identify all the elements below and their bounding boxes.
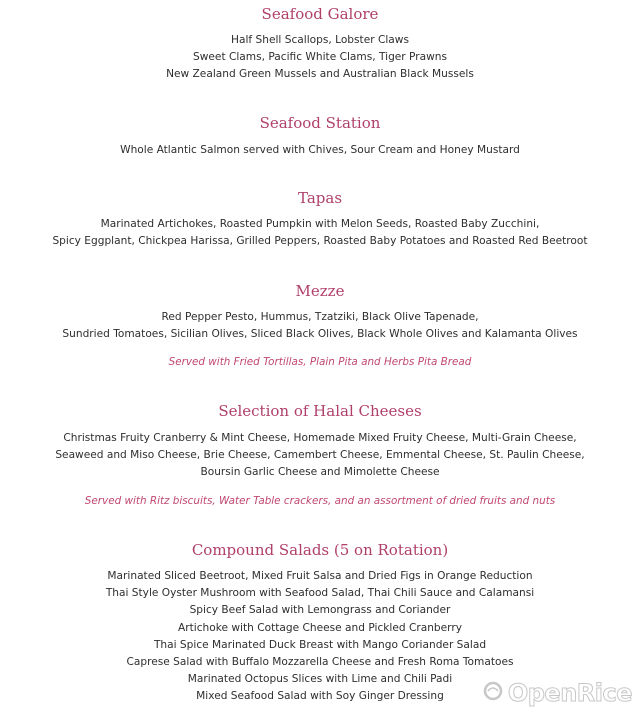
list-item: Marinated Octopus Slices with Lime and Chili Padi bbox=[187, 673, 453, 686]
list-item: Boursin Garlic Cheese and Mimolette Cheese bbox=[200, 466, 440, 479]
list-item: Marinated Sliced Beetroot, Mixed Fruit Salsa and Dried Figs in Orange Reduction bbox=[107, 570, 533, 582]
openrice-logo-icon bbox=[482, 680, 504, 706]
section-title: Mezze bbox=[295, 282, 345, 300]
list-item: Marinated Artichokes, Roasted Pumpkin with Melon Seeds, Roasted Baby Zucchini, bbox=[100, 218, 540, 230]
section-seafood-galore bbox=[0, 4, 640, 84]
section-title: Tapas bbox=[297, 189, 343, 207]
section-seafood-station bbox=[0, 113, 640, 159]
section-mezze bbox=[0, 281, 640, 370]
section-title: Compound Salads (5 on Rotation) bbox=[191, 541, 449, 559]
list-item: Half Shell Scallops, Lobster Claws bbox=[231, 34, 409, 46]
list-item: Mixed Seafood Salad with Soy Ginger Dressing bbox=[196, 690, 444, 703]
list-item: Spicy Eggplant, Chickpea Harissa, Grilled Peppers, Roasted Baby Potatoes and Roasted Red Beetroot bbox=[52, 235, 588, 248]
list-item: Thai Spice Marinated Duck Breast with Mango Coriander Salad bbox=[153, 638, 487, 651]
list-item: Caprese Salad with Buffalo Mozzarella Cheese and Fresh Roma Tomatoes bbox=[126, 656, 514, 669]
list-item: Seaweed and Miso Cheese, Brie Cheese, Camembert Cheese, Emmental Cheese, St. Paulin Cheese, bbox=[55, 449, 585, 462]
list-item: Whole Atlantic Salmon served with Chives, Sour Cream and Honey Mustard bbox=[120, 144, 520, 156]
list-item: Sweet Clams, Pacific White Clams, Tiger Prawns bbox=[193, 51, 447, 64]
serving-note: Served with Fried Tortillas, Plain Pita and Herbs Pita Bread bbox=[168, 356, 472, 369]
item-list bbox=[0, 216, 640, 250]
section-title: Seafood Station bbox=[259, 114, 381, 132]
openrice-watermark bbox=[482, 679, 632, 707]
section-title: Seafood Galore bbox=[261, 5, 379, 23]
item-list bbox=[0, 309, 640, 343]
serving-note: Served with Ritz biscuits, Water Table crackers, and an assortment of dried fruits and nuts bbox=[84, 494, 556, 507]
list-item: New Zealand Green Mussels and Australian Black Mussels bbox=[166, 68, 474, 81]
list-item: Christmas Fruity Cranberry & Mint Cheese, Homemade Mixed Fruity Cheese, Multi-Grain Cheese, bbox=[63, 432, 577, 444]
list-item: Artichoke with Cottage Cheese and Pickled Cranberry bbox=[178, 621, 462, 634]
list-item: Sundried Tomatoes, Sicilian Olives, Sliced Black Olives, Black Whole Olives and Kalamanta Olives bbox=[62, 328, 578, 341]
list-item: Spicy Beef Salad with Lemongrass and Coriander bbox=[189, 604, 451, 617]
list-item: Red Pepper Pesto, Hummus, Tzatziki, Black Olive Tapenade, bbox=[161, 311, 479, 323]
list-item: Thai Style Oyster Mushroom with Seafood Salad, Thai Chili Sauce and Calamansi bbox=[105, 587, 535, 600]
section-tapas bbox=[0, 188, 640, 250]
item-list bbox=[0, 430, 640, 482]
item-list bbox=[0, 142, 640, 159]
item-list bbox=[0, 32, 640, 84]
section-halal-cheeses bbox=[0, 401, 640, 509]
watermark-text: OpenRice bbox=[507, 679, 632, 707]
section-title: Selection of Halal Cheeses bbox=[218, 402, 422, 420]
